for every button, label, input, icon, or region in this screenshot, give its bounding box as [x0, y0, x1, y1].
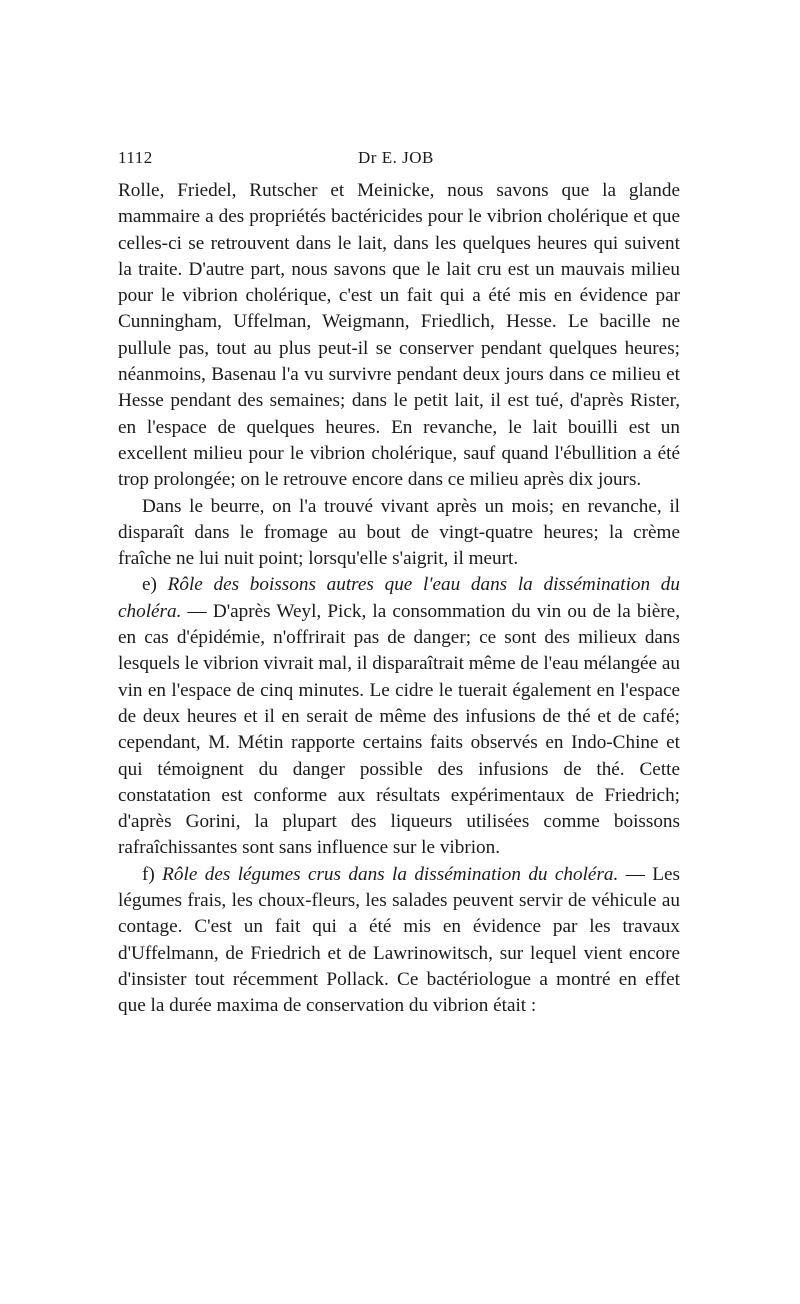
section-body-beverages: — D'après Weyl, Pick, la consommation du vin ou de la bière, en cas d'épidémie, n'offrirait pas de danger; ce sont des milieux dans lesquels le vibrion vivrait mal, il disparaîtrait même de l'eau mélangée au vin en l'espace de cinq minutes. Le cidre le tuerait également en l'espace de deux heures et il en serait de même des infusions de thé et de café; cependant, M. Métin rapporte certains faits observés en Indo-Chine et qui témoignent du danger possible des infusions de thé. Cette constatation est conforme aux résultats expérimentaux de Friedrich; d'après Gorini, la plupart des liqueurs utilisées comme boissons rafraîchissantes sont sans influence sur le vibrion.: [118, 600, 680, 859]
paragraph-beverages: [118, 572, 680, 861]
section-body-vegetables: — Les légumes frais, les choux-fleurs, les salades peuvent servir de véhicule au contage. C'est un fait qui a été mis en évidence par les travaux d'Uffelmann, de Friedrich et de Lawrinowitsch, sur lequel vient encore d'insister tout récemment Pollack. Ce bactériologue a montré en effet que la durée maxima de conservation du vibrion était :: [118, 863, 680, 1017]
section-label-e: e): [142, 574, 157, 596]
paragraph-vegetables: [118, 862, 680, 1020]
paragraph-butter: Dans le beurre, on l'a trouvé vivant après un mois; en revanche, il disparaît dans le fromage au bout de vingt-quatre heures; la crème fraîche ne lui nuit point; lorsqu'elle s'aigrit, il meurt.: [118, 495, 680, 570]
running-head: [118, 148, 680, 172]
section-heading-beverages: Rôle des boissons autres que l'eau dans la dissémination du choléra.: [118, 574, 680, 622]
page-number: 1112: [118, 148, 153, 167]
section-label-f: f): [142, 863, 155, 885]
section-heading-vegetables: Rôle des légumes crus dans la dissémination du choléra.: [162, 863, 619, 885]
paragraph-milk: Rolle, Friedel, Rutscher et Meinicke, nous savons que la glande mammaire a des propriétés bactéricides pour le vibrion cholérique et que celles-ci se retrouvent dans le lait, dans les quelques heures qui suivent la traite. D'autre part, nous savons que le lait cru est un mauvais milieu pour le vibrion cholérique, c'est un fait qui a été mis en évidence par Cunningham, Uffelman, Weigmann, Friedlich, Hesse. Le bacille ne pullule pas, tout au plus peut-il se conserver pendant quelques heures; néanmoins, Basenau l'a vu survivre pendant deux jours dans ce milieu et Hesse pendant des semaines; dans le petit lait, il est tué, d'après Rister, en l'espace de quelques heures. En revanche, le lait bouilli est un excellent milieu pour le vibrion cholérique, sauf quand l'ébullition a été trop prolongée; on le retrouve encore dans ce milieu après dix jours.: [118, 180, 680, 491]
running-head-author: Dr E. JOB: [358, 148, 434, 167]
body-text: [118, 178, 680, 1020]
